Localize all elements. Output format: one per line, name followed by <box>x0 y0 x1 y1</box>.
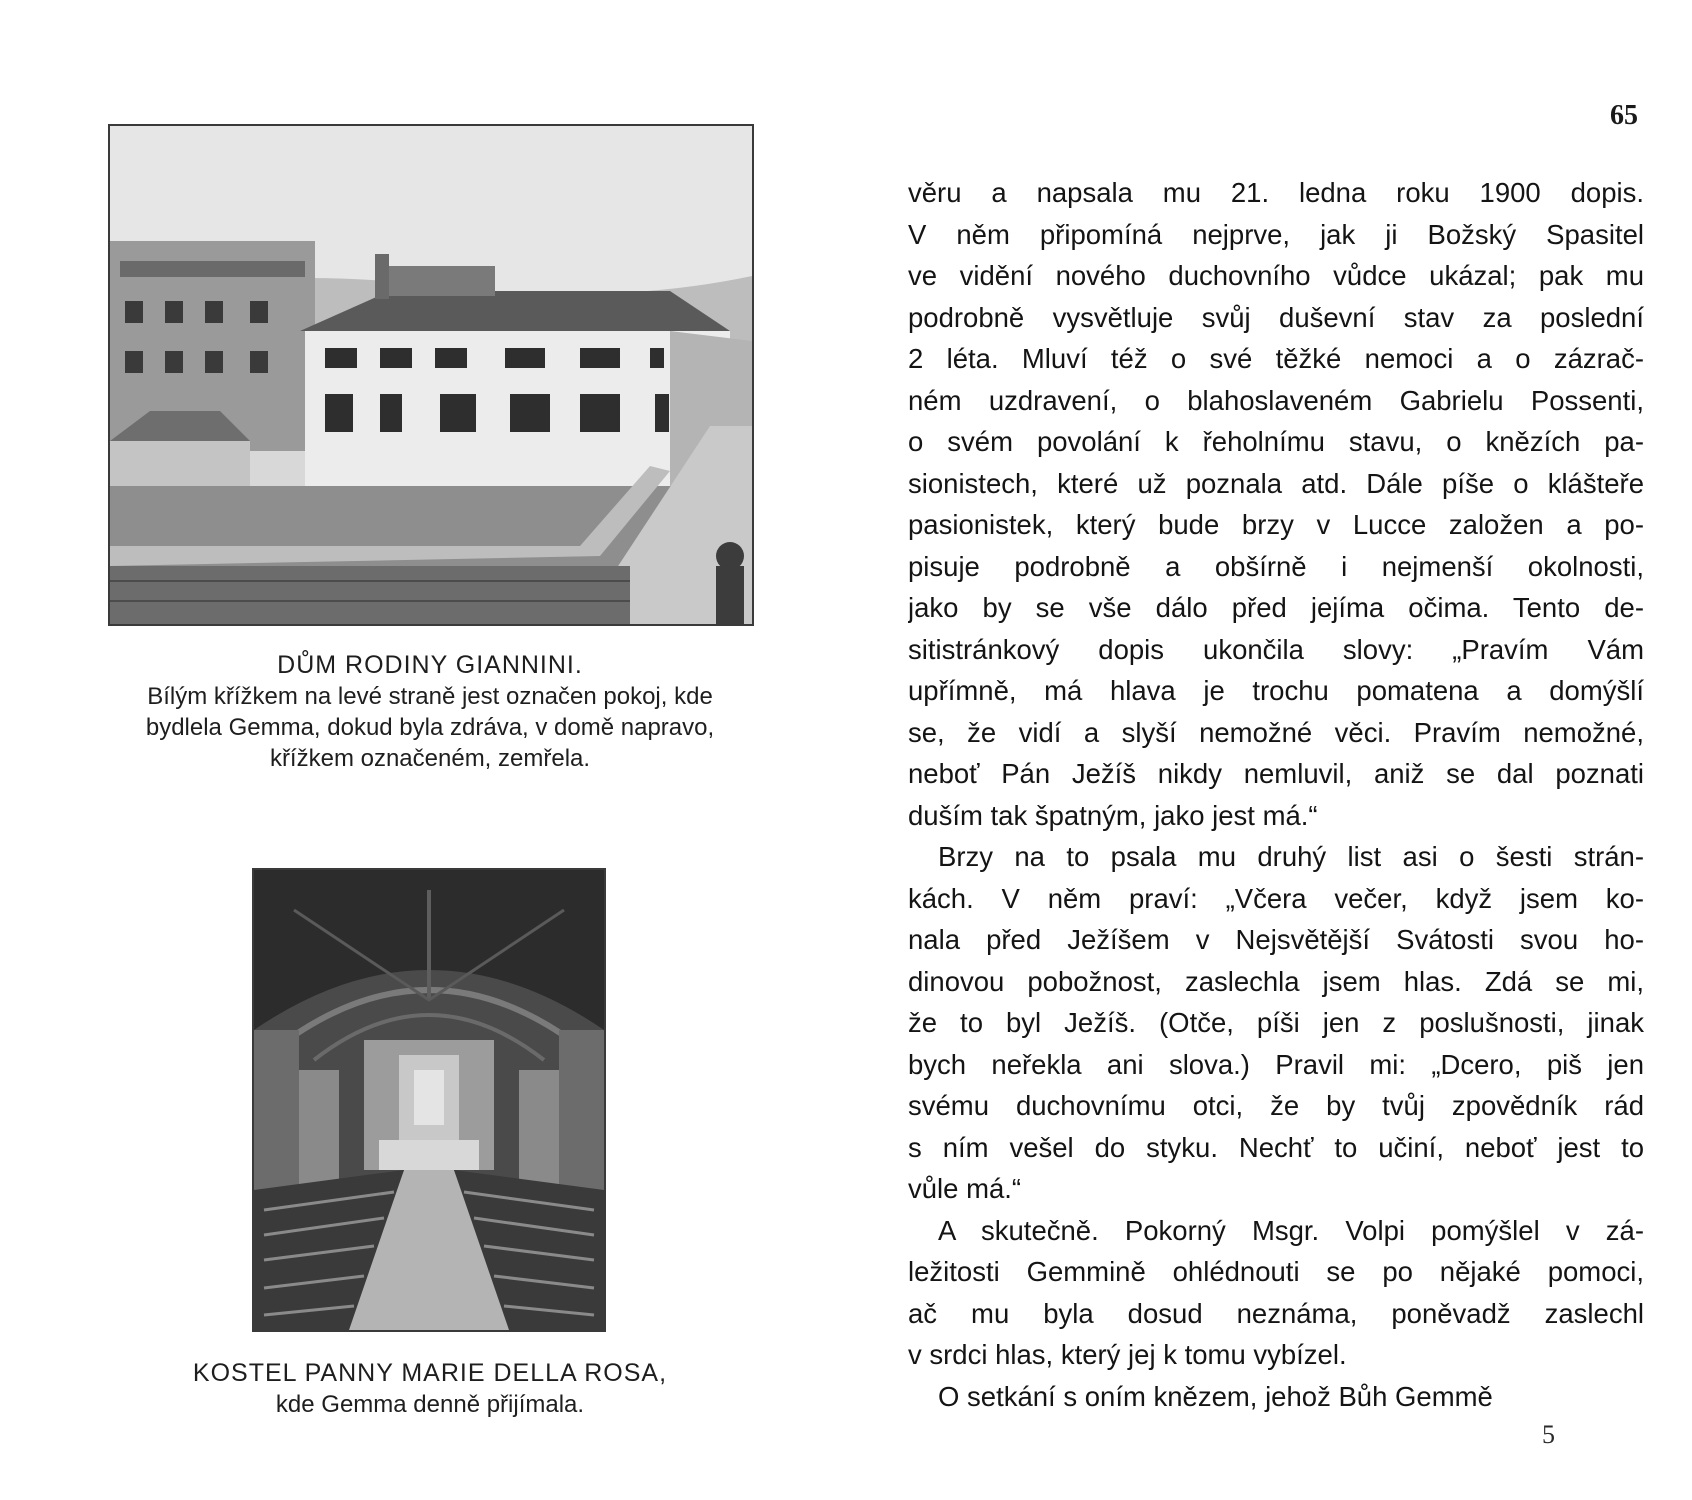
figure1-caption <box>40 650 820 774</box>
text-line: Brzy na to psala mu druhý list asi o šesti strán- <box>938 841 1644 872</box>
text-line: podrobně vysvětluje svůj duševní stav za poslední <box>908 301 1644 333</box>
photo-church-interior <box>252 868 606 1332</box>
body-text <box>908 172 1644 1417</box>
text-line: A skutečně. Pokorný Msgr. Volpi pomýšlel v zá- <box>938 1214 1644 1246</box>
text-line: pasionistek, který bude brzy v Lucce založen a po- <box>908 509 1644 540</box>
text-line: nala před Ježíšem v Nejsvětější Svátosti svou ho- <box>908 924 1644 955</box>
text-line: o svém povolání k řeholnímu stavu, o knězích pa- <box>908 426 1644 457</box>
text-line: V něm připomíná nejprve, jak ji Božský Spasitel <box>908 218 1644 250</box>
text-line: ném uzdravení, o blahoslaveném Gabrielu Possenti, <box>908 384 1644 416</box>
text-line: věru a napsala mu 21. ledna roku 1900 dopis. <box>908 177 1644 208</box>
text-line: ležitosti Gemmině ohlédnouti se po nějaké pomoci, <box>908 1256 1644 1287</box>
text-line: sionistech, které už poznala atd. Dále píše o klášteře <box>908 467 1644 499</box>
figure1-caption-line: křížkem označeném, zemřela. <box>269 745 591 772</box>
text-line: ač mu byla dosud neznáma, poněvadž zaslechl <box>908 1297 1644 1329</box>
signature-mark: 5 <box>1542 1420 1555 1449</box>
text-line: že to byl Ježíš. (Otče, píši jen z poslušnosti, jinak <box>908 1007 1644 1038</box>
text-line: duším tak špatným, jako jest má.“ <box>908 799 1318 831</box>
house-illustration <box>110 126 752 624</box>
text-line: upřímně, má hlava je trochu pomatena a domýšlí <box>908 675 1644 706</box>
text-line: dinovou pobožnost, zaslechla jsem hlas. Zdá se mi, <box>908 965 1644 997</box>
text-line: O setkání s oním knězem, jehož Bůh Gemmě <box>938 1380 1493 1412</box>
figure2-caption-line: kde Gemma denně přijímala. <box>275 1391 585 1418</box>
text-line: neboť Pán Ježíš nikdy nemluvil, aniž se dal poznati <box>908 758 1644 789</box>
figure1-caption-line: bydlela Gemma, dokud byla zdráva, v domě napravo, <box>145 714 715 741</box>
page-number: 65 <box>1610 100 1638 131</box>
text-line: vůle má.“ <box>908 1173 1022 1204</box>
text-line: bych neřekla ani slova.) Pravil mi: „Dcero, piš jen <box>908 1048 1644 1080</box>
figure2-caption-title: KOSTEL PANNY MARIE DELLA ROSA, <box>192 1359 668 1387</box>
text-line: svému duchovnímu otci, že by tvůj zpovědník rád <box>908 1090 1644 1121</box>
text-line: jako by se vše dálo před jejíma očima. Tento de- <box>908 592 1644 623</box>
text-line: sitistránkový dopis ukončila slovy: „Pravím Vám <box>908 633 1644 665</box>
text-line: ve vidění nového duchovního vůdce ukázal; pak mu <box>908 260 1644 291</box>
figure1-caption-line: Bílým křížkem na levé straně jest označen pokoj, kde <box>147 683 713 710</box>
text-line: pisuje podrobně a obšírně i nejmenší okolnosti, <box>908 550 1644 582</box>
text-line: 2 léta. Mluví též o své těžké nemoci a o zázrač- <box>908 343 1644 374</box>
photo-giannini-house <box>108 124 754 626</box>
figure1-caption-title: DŮM RODINY GIANNINI. <box>277 651 583 679</box>
figure2-caption <box>40 1358 820 1420</box>
text-line: se, že vidí a slyší nemožné věci. Pravím nemožné, <box>908 716 1644 748</box>
right-page <box>860 0 1692 1500</box>
church-illustration <box>254 870 604 1330</box>
text-line: v srdci hlas, který jej k tomu vybízel. <box>908 1339 1347 1370</box>
text-line: s ním vešel do styku. Nechť to učiní, neboť jest to <box>908 1131 1644 1163</box>
text-line: kách. V něm praví: „Včera večer, když jsem ko- <box>908 882 1644 914</box>
